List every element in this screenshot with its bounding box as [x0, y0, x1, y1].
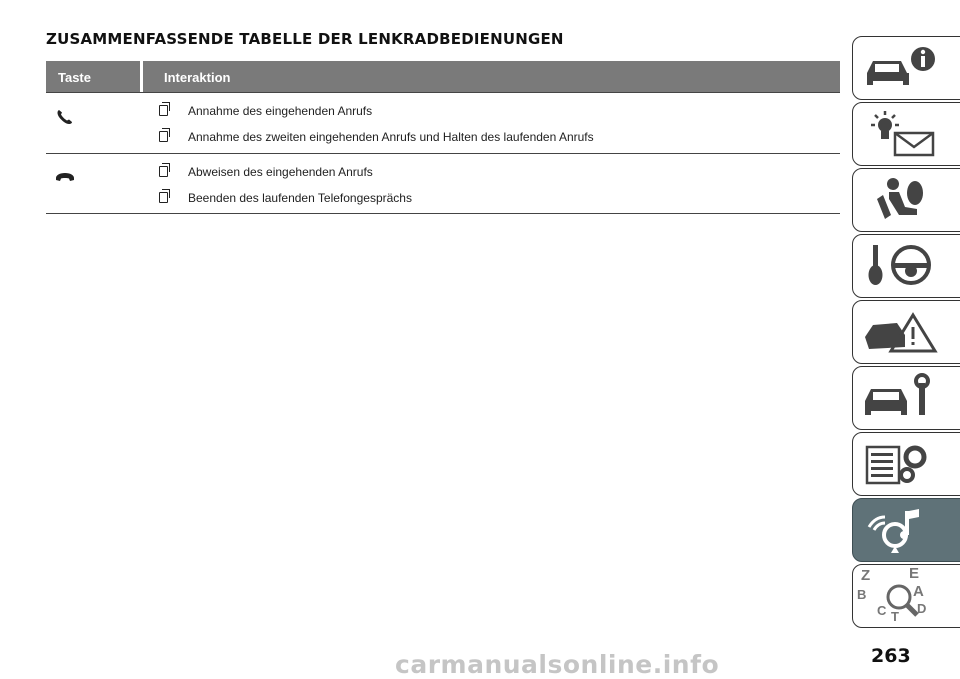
interaction-text: Beenden des laufenden Telefongesprächs: [188, 191, 412, 205]
car-info-icon: [861, 43, 941, 93]
index-letter: T: [891, 609, 899, 624]
key-steering-wheel-icon: [861, 241, 941, 291]
index-letter: C: [877, 603, 887, 618]
list-item: [46, 98, 840, 124]
checkbox-bullet-icon: [159, 105, 168, 116]
car-crash-warning-icon: [861, 307, 941, 357]
tab-car-info[interactable]: [852, 36, 960, 100]
header-key: Taste: [58, 70, 91, 85]
table-row: [46, 92, 840, 154]
warning-light-message-icon: [861, 109, 941, 159]
checkbox-bullet-icon: [159, 131, 168, 142]
index-letter: B: [857, 587, 867, 602]
tab-warning-lights[interactable]: [852, 102, 960, 166]
list-item: [46, 159, 840, 185]
table-header: [46, 61, 840, 92]
page-title: ZUSAMMENFASSENDE TABELLE DER LENKRADBEDIENUNGEN: [46, 30, 564, 48]
list-item: [46, 124, 840, 150]
interaction-text: Annahme des eingehenden Anrufs: [188, 104, 373, 118]
tab-emergency[interactable]: [852, 300, 960, 364]
controls-table: [46, 61, 840, 214]
interaction-text: Annahme des zweiten eingehenden Anrufs und Halten des laufenden Anrufs: [188, 130, 594, 144]
tab-multimedia[interactable]: [852, 498, 960, 562]
tab-technical-data[interactable]: [852, 432, 960, 496]
index-letter: Z: [861, 567, 871, 584]
table-row: [46, 154, 840, 214]
watermark: carmanualsonline.info: [395, 650, 720, 679]
car-wrench-icon: [861, 373, 941, 423]
checkbox-bullet-icon: [159, 166, 168, 177]
seat-airbag-icon: [861, 175, 941, 225]
interaction-text: Abweisen des eingehenden Anrufs: [188, 165, 373, 179]
header-interaction: Interaktion: [164, 70, 231, 85]
index-letter: D: [917, 601, 927, 616]
checkbox-bullet-icon: [159, 192, 168, 203]
header-separator: [140, 61, 143, 92]
multimedia-note-icon: [861, 505, 941, 555]
tab-maintenance[interactable]: [852, 366, 960, 430]
list-item: [46, 185, 840, 211]
tab-starting-driving[interactable]: [852, 234, 960, 298]
tab-index[interactable]: [852, 564, 960, 628]
tab-safety[interactable]: [852, 168, 960, 232]
page-number: 263: [871, 645, 911, 667]
index-letter: A: [913, 583, 924, 600]
index-search-icon: [861, 571, 941, 629]
index-letter: E: [909, 565, 920, 582]
specs-gear-icon: [861, 439, 941, 489]
